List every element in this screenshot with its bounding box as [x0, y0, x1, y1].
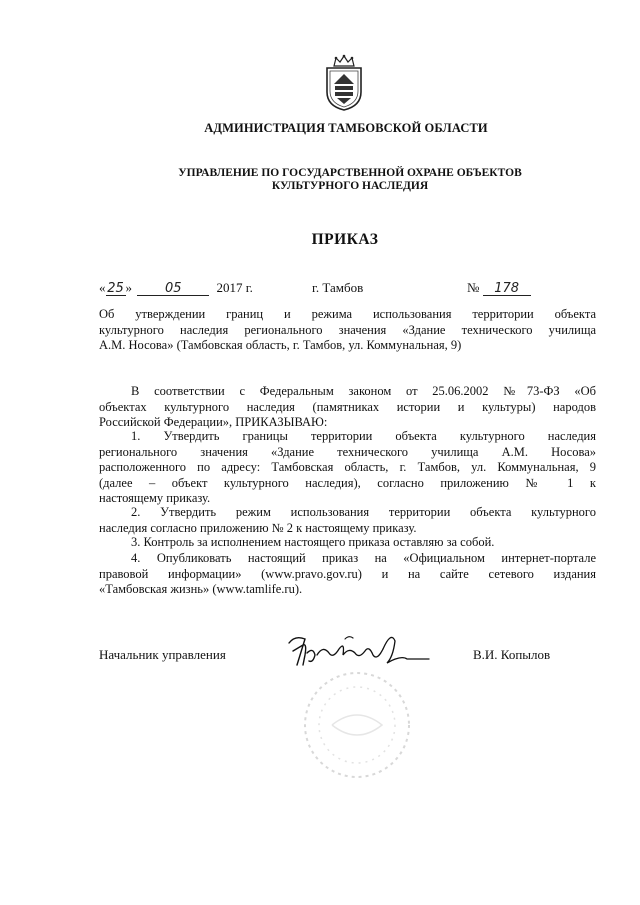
date-open-quote: «	[99, 280, 106, 295]
preamble	[99, 384, 596, 431]
item-line: 2. Утвердить режим использования территории объекта культурного	[131, 505, 596, 519]
handwritten-signature	[283, 625, 433, 675]
signatory-name: В.И. Копылов	[473, 647, 551, 662]
date-year: 2017 г.	[216, 280, 253, 295]
signatory-position: Начальник управления	[99, 647, 226, 662]
department-line-1: УПРАВЛЕНИЕ ПО ГОСУДАРСТВЕННОЙ ОХРАНЕ ОБЪЕКТОВ	[178, 167, 522, 179]
item-line: правовой информации» (www.pravo.gov.ru) и на сайте сетевого издания	[99, 566, 596, 581]
subject-line: Об утверждении границ и режима использования территории объекта	[99, 307, 596, 321]
number-label: №	[467, 280, 480, 295]
preamble-line: объектах культурного наследия (памятниках истории и культуры) народов	[99, 399, 596, 414]
tambov-coat-of-arms-icon	[323, 54, 365, 112]
document-title: ПРИКАЗ	[311, 231, 379, 248]
organization-name: АДМИНИСТРАЦИЯ ТАМБОВСКОЙ ОБЛАСТИ	[204, 121, 488, 135]
preamble-line: В соответствии с Федеральным законом от 25.06.2002 №73-ФЗ «Об	[131, 384, 596, 398]
item-line: (далее – объект культурного наследия), согласно приложению № 1 к	[99, 475, 596, 490]
order-city: г. Тамбов	[312, 280, 364, 295]
department-name	[150, 167, 550, 193]
date-month: 05	[137, 283, 209, 296]
item-line: 4. Опубликовать настоящий приказ на «Официальном интернет-портале	[131, 551, 596, 565]
date-day: 25	[107, 281, 124, 296]
preamble-line: Российской Федерации», ПРИКАЗЫВАЮ:	[99, 415, 328, 429]
order-date	[99, 280, 253, 296]
order-subject	[99, 307, 596, 354]
department-line-2: КУЛЬТУРНОГО НАСЛЕДИЯ	[271, 180, 429, 192]
item-line: настоящему приказу.	[99, 491, 211, 505]
item-line: регионального значения «Здание технического училища А.М. Носова»	[99, 444, 596, 459]
item-line: «Тамбовская жизнь» (www.tamlife.ru).	[99, 582, 303, 596]
subject-line: А.М. Носова» (Тамбовская область, г. Тамбов, ул. Коммунальная, 9)	[99, 338, 462, 352]
order-item-1	[99, 429, 596, 507]
item-line: 3. Контроль за исполнением настоящего приказа оставляю за собой.	[131, 535, 495, 549]
number-value: 178	[483, 283, 531, 296]
faded-stamp-icon	[292, 665, 422, 785]
item-line: наследия согласно приложению № 2 к настоящему приказу.	[99, 520, 417, 535]
order-item-2	[99, 505, 596, 536]
date-close-quote: »	[125, 280, 132, 295]
item-line: 1. Утвердить границы территории объекта культурного наследия	[131, 429, 596, 443]
item-line: расположенного по адресу: Тамбовская область, г. Тамбов, ул. Коммунальная, 9	[99, 460, 596, 474]
order-item-4	[99, 551, 596, 598]
subject-line: культурного наследия регионального значения «Здание технического училища	[99, 322, 596, 337]
order-number	[467, 280, 531, 296]
order-item-3	[99, 535, 596, 551]
